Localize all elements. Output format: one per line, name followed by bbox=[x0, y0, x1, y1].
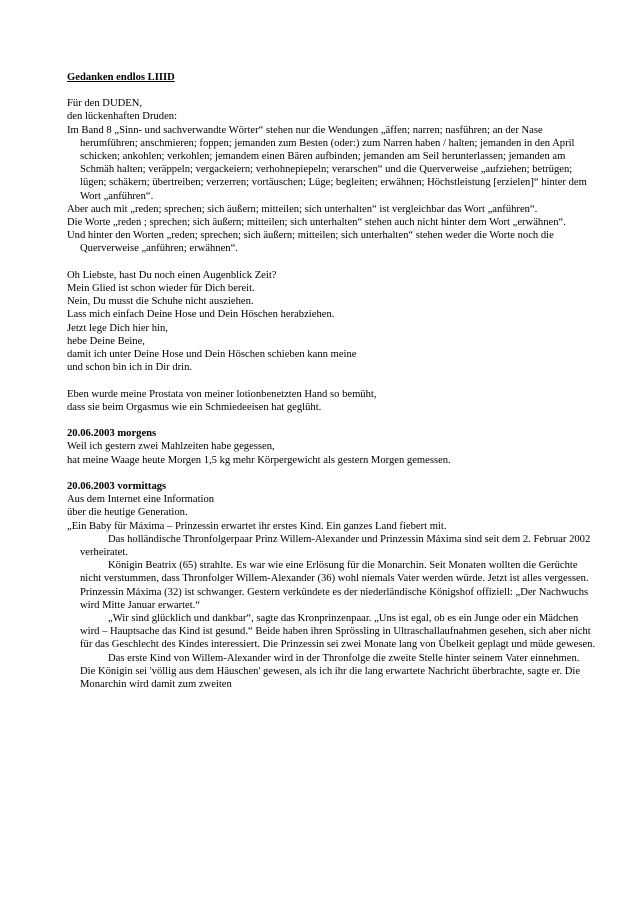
section-heading-morgens: 20.06.2003 morgens bbox=[67, 428, 157, 440]
duden-paragraph-2: Aber auch mit „reden; sprechen; sich äußern; mitteilen; sich unterhalten“ ist vergleichbar das Wort „anführen“. bbox=[67, 203, 538, 215]
poem-line: Oh Liebste, hast Du noch einen Augenblick Zeit? bbox=[67, 269, 277, 281]
duden-line-1: Für den DUDEN, bbox=[67, 98, 143, 110]
article-paragraph: Das holländische Thronfolgerpaar Prinz Willem-Alexander und Prinzessin Máxima sind seit dem 2. Februar 2002 verheiratet. bbox=[80, 533, 591, 559]
morgens-line-1: Weil ich gestern zwei Mahlzeiten habe gegessen, bbox=[67, 441, 275, 453]
duden-paragraph-4: Und hinter den Worten „reden; sprechen; sich äußern; mitteilen; sich unterhalten“ stehen weder die Worte noch die Querverweise „anführen; erwähnen“. bbox=[67, 230, 554, 255]
spacer bbox=[67, 256, 597, 269]
morgens-line-2: hat meine Waage heute Morgen 1,5 kg mehr Körpergewicht als gestern Morgen gemessen. bbox=[67, 454, 451, 466]
duden-line-2: den lückenhaften Druden: bbox=[67, 111, 178, 123]
poem-line: hebe Deine Beine, bbox=[67, 335, 145, 347]
prostata-line-2: dass sie beim Orgasmus wie ein Schmiedeeisen hat geglüht. bbox=[67, 401, 322, 413]
spacer bbox=[67, 467, 597, 480]
duden-paragraph-1: Im Band 8 „Sinn- und sachverwandte Wörter“ stehen nur die Wendungen „äffen; narren; nasführen; an der Nase herumführen; anschmieren; foppen; jemanden zum Besten (oder:) zum Narren haben / halten; jemanden in den April schicken; ankohlen; verkohlen; jemandem einen Bären aufbinden; jemanden am Seil herunterlassen; jemanden am Schmäh halten; veräppeln; vergackeiern; verhohnepiepeln; verarschen“ und die Querverweise „aufziehen; betrügen; lügen; schäkern; übertreiben; verzerren; vortäuschen; Lüge; begleiten; erwähnen; Höchstleistung [erzielen]“ hinter dem Wort „anführen“. bbox=[67, 124, 587, 202]
poem-line: und schon bin ich in Dir drin. bbox=[67, 362, 193, 374]
vormittags-line-2: über die heutige Generation. bbox=[67, 507, 188, 519]
article-paragraph: Königin Beatrix (65) strahlte. Es war wie eine Erlösung für die Monarchin. Seit Monaten wollten die Gerüchte nicht verstummen, dass Thronfolger Willem-Alexander (36) wohl niemals Vater werden würde. Jetzt ist alles vergessen. Prinzessin Máxima (32) ist schwanger. Gestern verkündete es der niederländische Königshof offiziell: „Der Nachwuchs wird Mitte Januar erwartet.“ bbox=[80, 560, 589, 611]
document-title: Gedanken endlos LIIID bbox=[67, 72, 175, 83]
vormittags-line-1: Aus dem Internet eine Information bbox=[67, 494, 215, 506]
document-body bbox=[67, 71, 597, 691]
poem-line: Mein Glied ist schon wieder für Dich bereit. bbox=[67, 283, 255, 295]
prostata-line-1: Eben wurde meine Prostata von meiner lotionbenetzten Hand so bemüht, bbox=[67, 388, 377, 400]
poem-line: Nein, Du musst die Schuhe nicht ausziehen. bbox=[67, 296, 254, 308]
article-lead: „Ein Baby für Máxima – Prinzessin erwartet ihr erstes Kind. Ein ganzes Land fiebert mit. bbox=[67, 520, 447, 532]
article-paragraph: „Wir sind glücklich und dankbar“, sagte das Kronprinzenpaar. „Uns ist egal, ob es ein Junge oder ein Mädchen wird – Hauptsache das Kind ist gesund.“ Beide haben ihren Sprössling in Ultraschallaufnahmen gesehen, sich aber nicht für das Geschlecht des Kindes interessiert. Die Prinzessin sei zwei Monate lang von Übelkeit geplagt und müde gewesen. bbox=[80, 613, 596, 651]
spacer bbox=[67, 374, 597, 387]
spacer bbox=[67, 414, 597, 427]
duden-paragraph-3: Die Worte „reden ; sprechen; sich äußern; mitteilen; sich unterhalten“ stehen auch nicht hinter dem Wort „erwähnen“. bbox=[67, 217, 566, 229]
poem-line: Jetzt lege Dich hier hin, bbox=[67, 322, 168, 334]
section-heading-vormittags: 20.06.2003 vormittags bbox=[67, 481, 167, 493]
article-paragraph: Das erste Kind von Willem-Alexander wird in der Thronfolge die zweite Stelle hinter seinem Vater einnehmen. Die Königin sei 'völlig aus dem Häuschen' gewesen, als ich ihr die lang erwartete Nachricht überbrachte, sagte er. Die Monarchin wird damit zum zweiten bbox=[80, 652, 581, 691]
poem-line: damit ich unter Deine Hose und Dein Höschen schieben kann meine bbox=[67, 349, 357, 361]
poem-line: Lass mich einfach Deine Hose und Dein Höschen herabziehen. bbox=[67, 309, 335, 321]
